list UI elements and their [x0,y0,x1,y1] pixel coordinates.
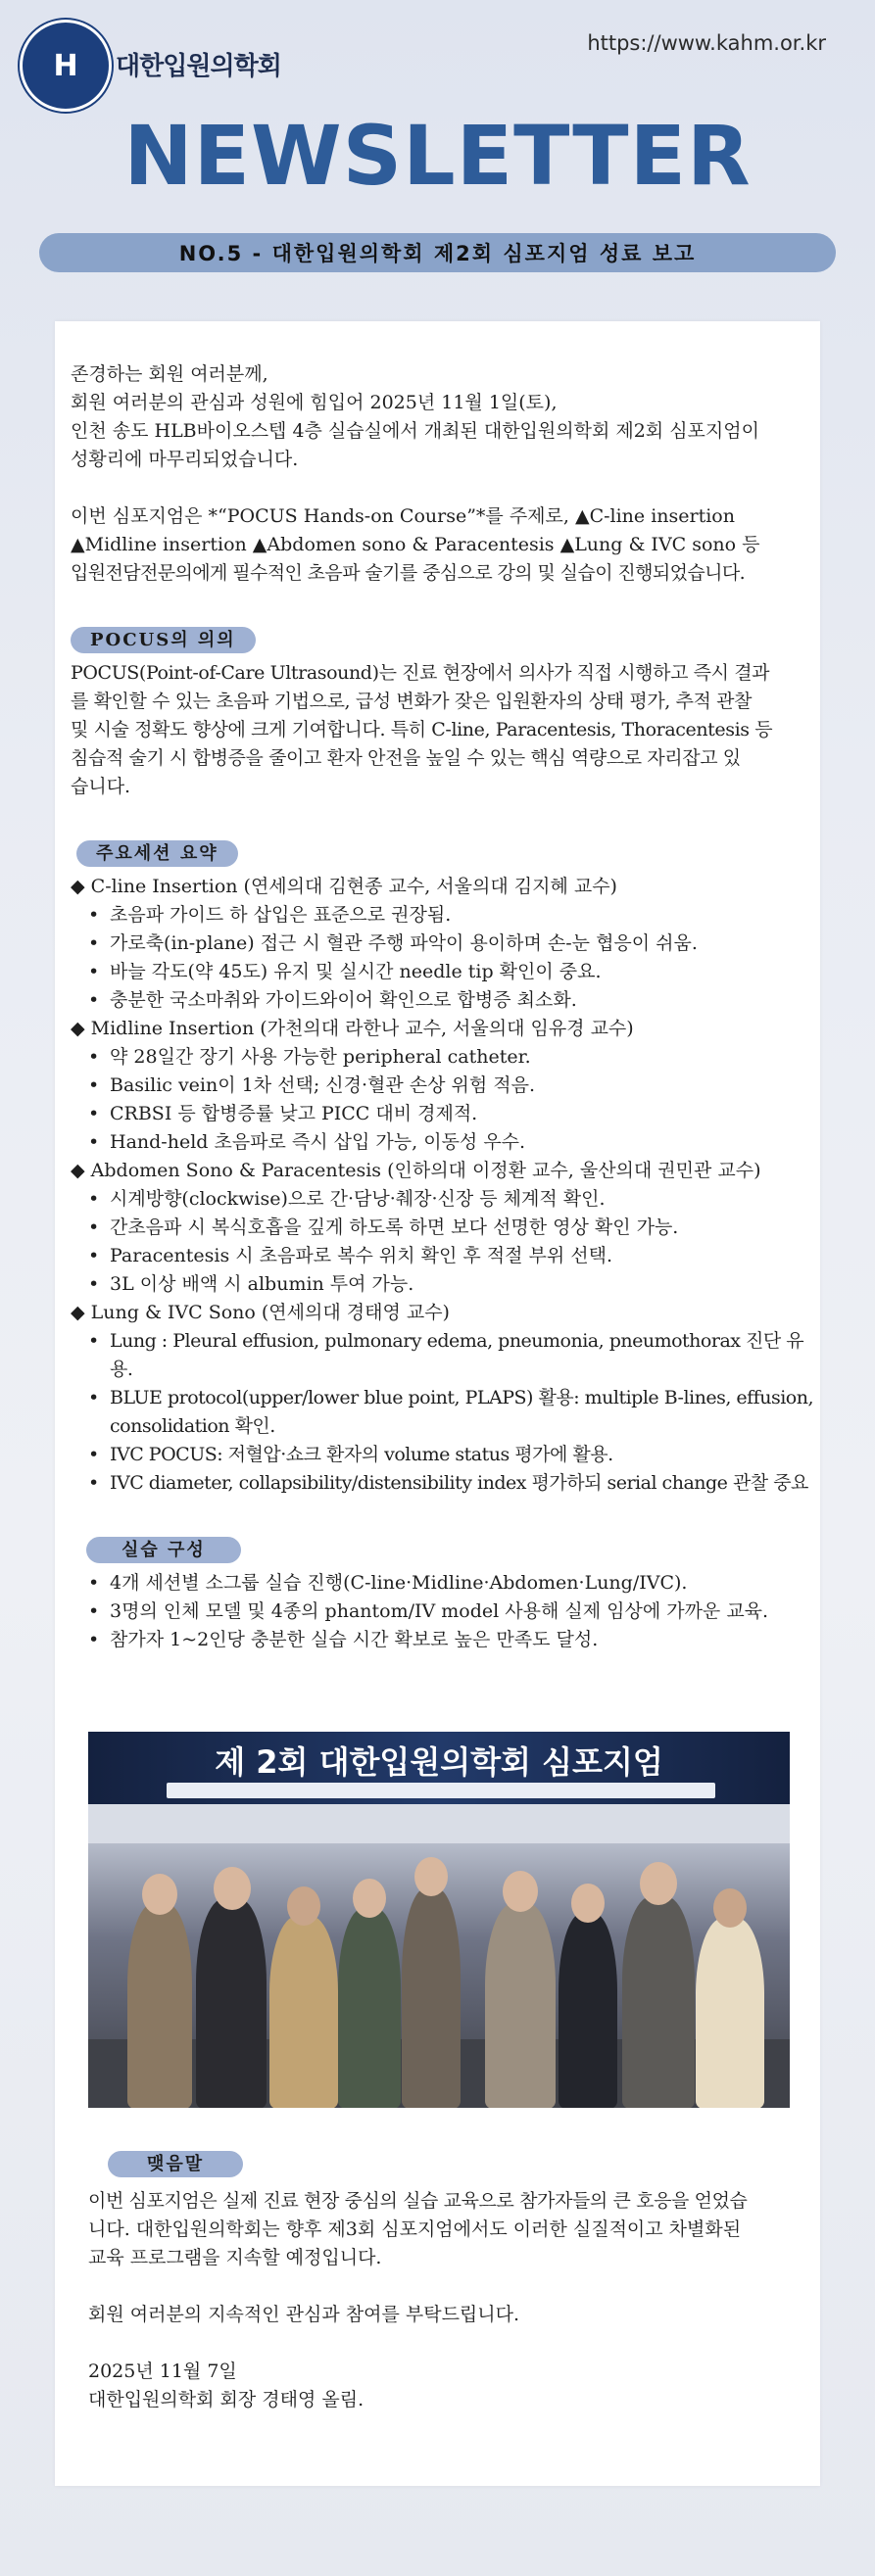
session-bullets [71,901,815,1015]
intro-line: 입원전담전문의에게 필수적인 초음파 술기를 중심으로 강의 및 실습이 진행되었습니다. [71,562,746,584]
photo-screen [88,1804,790,1843]
person [622,1896,695,2108]
issue-subtitle [39,233,836,272]
logo-text: 대한입원의학회 [116,52,281,81]
person-head [287,1886,320,1926]
section-title-pocus: POCUS의 의의 [71,627,256,653]
photo-banner-subbar [167,1783,715,1798]
person-head [503,1871,538,1912]
section-title-practice: 실습 구성 [86,1537,241,1563]
list-item: • Hand-held 초음파로 즉시 삽입 가능, 이동성 우수. [110,1128,815,1157]
content-body [71,360,815,1654]
issue-subtitle-text: NO.5 - 대한입원의학회 제2회 심포지엄 성료 보고 [178,242,697,265]
list-item: • 3L 이상 배액 시 albumin 투여 가능. [110,1270,815,1299]
person [402,1888,461,2108]
list-item: • 시계방향(clockwise)으로 간·담낭·췌장·신장 등 체계적 확인. [110,1185,815,1214]
person [338,1908,401,2108]
intro [71,360,815,588]
list-item: • CRBSI 등 합병증률 낮고 PICC 대비 경제적. [110,1100,815,1128]
closing-request: 회원 여러분의 지속적인 관심과 참여를 부탁드립니다. [88,2304,520,2325]
person-head [571,1884,605,1923]
intro-line: 회원 여러분의 관심과 성원에 힘입어 2025년 11월 1일(토), [71,392,558,413]
practice-bullets [71,1569,815,1654]
intro-line: 인천 송도 HLB바이오스텝 4층 실습실에서 개최된 대한입원의학회 제2회 심포지엄이 [71,420,759,442]
person [485,1903,556,2108]
session-bullets [71,1185,815,1299]
session-heading: ◆ Midline Insertion (가천의대 라한나 교수, 서울의대 임유경 교수) [71,1018,634,1039]
pocus-line: POCUS(Point-of-Care Ultrasound)는 진료 현장에서 의사가 직접 시행하고 즉시 결과 [71,662,770,684]
list-item: • 3명의 인체 모델 및 4종의 phantom/IV model 사용해 실제 임상에 가까운 교육. [110,1598,815,1626]
list-item: • 약 28일간 장기 사용 가능한 peripheral catheter. [110,1043,815,1072]
list-item: • IVC diameter, collapsibility/distensibility index 평가하되 serial change 관찰 중요 [110,1469,815,1498]
closing-signature: 대한입원의학회 회장 경태영 올림. [88,2389,365,2410]
list-item: • Paracentesis 시 초음파로 복수 위치 확인 후 적절 부위 선택. [110,1242,815,1270]
society-logo[interactable] [20,20,112,112]
intro-line: 이번 심포지엄은 *“POCUS Hands-on Course”*를 주제로, ▲C-line insertion [71,505,735,527]
person-head [353,1879,386,1918]
list-item: • Lung : Pleural effusion, pulmonary edema, pneumonia, pneumothorax 진단 유용. [110,1327,815,1384]
closing-line: 니다. 대한입원의학회는 향후 제3회 심포지엄에서도 이러한 실질적이고 차별화된 [88,2218,742,2240]
section-title-closing: 맺음말 [108,2151,243,2177]
photo-banner-text: 제 2회 대한입원의학회 심포지엄 [215,1743,663,1781]
closing-date: 2025년 11월 7일 [88,2361,237,2382]
closing-section [88,2151,794,2414]
list-item: • 충분한 국소마취와 가이드와이어 확인으로 합병증 최소화. [110,986,815,1015]
person-head [142,1874,177,1915]
closing-line: 이번 심포지엄은 실제 진료 현장 중심의 실습 교육으로 참가자들의 큰 호응을 얻었습 [88,2190,748,2212]
person-head [414,1857,448,1896]
list-item: • 4개 세션별 소그룹 실습 진행(C-line·Midline·Abdomen·Lung/IVC). [110,1569,815,1598]
session-bullets [71,1043,815,1157]
section-title-sessions: 주요세션 요약 [76,840,238,867]
pocus-line: 및 시술 정확도 향상에 크게 기여합니다. 특히 C-line, Paracentesis, Thoracentesis 등 [71,719,773,740]
person-head [640,1862,677,1905]
session-heading: ◆ Lung & IVC Sono (연세의대 경태영 교수) [71,1302,450,1323]
content-card [55,321,820,2486]
session-bullets [71,1327,815,1498]
intro-line: 성황리에 마무리되었습니다. [71,449,299,470]
sessions-section [71,840,815,1498]
person [196,1898,267,2108]
closing-line: 교육 프로그램을 지속할 예정입니다. [88,2247,382,2268]
list-item: • Basilic vein이 1차 선택; 신경·혈관 손상 위험 적음. [110,1072,815,1100]
pocus-line: 습니다. [71,776,131,797]
list-item: • 초음파 가이드 하 삽입은 표준으로 권장됨. [110,901,815,930]
website-link[interactable]: https://www.kahm.or.kr [587,31,826,55]
person-head [214,1867,251,1910]
list-item: • 참가자 1~2인당 충분한 실습 시간 확보로 높은 만족도 달성. [110,1626,815,1654]
newsletter-title: NEWSLETTER [123,108,752,204]
list-item: • BLUE protocol(upper/lower blue point, PLAPS) 활용: multiple B-lines, effusion, consolidation 확인. [110,1384,815,1441]
person-head [713,1888,747,1928]
pocus-line: 침습적 술기 시 합병증을 줄이고 환자 안전을 높일 수 있는 핵심 역량으로 자리잡고 있 [71,747,741,769]
person [559,1913,617,2108]
list-item: • IVC POCUS: 저혈압·쇼크 환자의 volume status 평가에 활용. [110,1441,815,1469]
greeting: 존경하는 회원 여러분께, [71,363,268,385]
logo-mark: H [53,48,78,83]
person [127,1903,192,2108]
list-item: • 바늘 각도(약 45도) 유지 및 실시간 needle tip 확인이 중요. [110,958,815,986]
intro-line: ▲Midline insertion ▲Abdomen sono & Paracentesis ▲Lung & IVC sono 등 [71,534,760,555]
symposium-photo [88,1732,790,2108]
session-heading: ◆ Abdomen Sono & Paracentesis (인하의대 이정환 교수, 울산의대 권민관 교수) [71,1160,761,1181]
person [696,1918,764,2108]
person [269,1916,338,2108]
practice-section [71,1537,815,1654]
list-item: • 간초음파 시 복식호흡을 깊게 하도록 하면 보다 선명한 영상 확인 가능. [110,1214,815,1242]
list-item: • 가로축(in-plane) 접근 시 혈관 주행 파악이 용이하며 손-눈 협응이 쉬움. [110,930,815,958]
pocus-section [71,627,815,801]
pocus-line: 를 확인할 수 있는 초음파 기법으로, 급성 변화가 잦은 입원환자의 상태 평가, 추적 관찰 [71,691,753,712]
session-heading: ◆ C-line Insertion (연세의대 김현종 교수, 서울의대 김지혜 교수) [71,876,617,897]
